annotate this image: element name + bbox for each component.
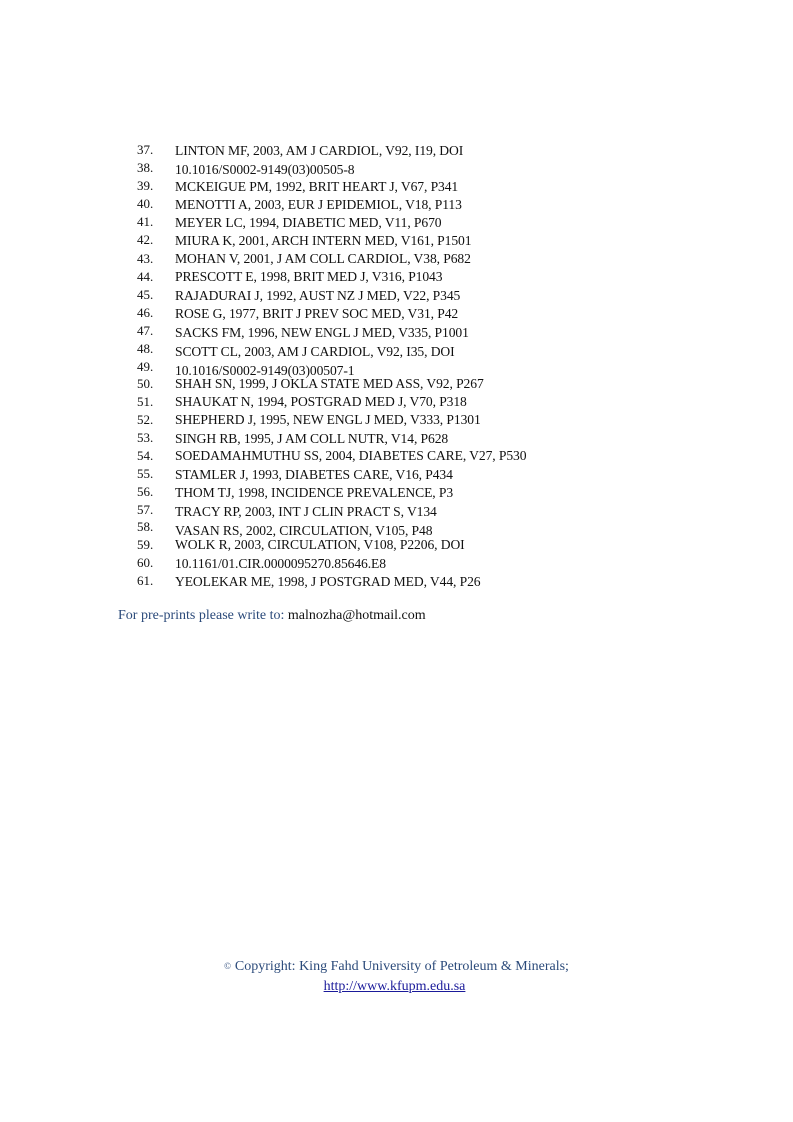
reference-text: 10.1161/01.CIR.0000095270.85646.E8 <box>175 556 386 571</box>
reference-number: 37. <box>137 142 154 157</box>
reference-number: 59. <box>137 537 154 552</box>
reference-text: WOLK R, 2003, CIRCULATION, V108, P2206, DOI <box>175 537 465 552</box>
reference-text: 10.1016/S0002-9149(03)00507-1 <box>175 363 355 378</box>
reference-number: 42. <box>137 232 154 247</box>
reference-number: 40. <box>137 196 154 211</box>
reference-text: THOM TJ, 1998, INCIDENCE PREVALENCE, P3 <box>175 485 454 500</box>
reference-text: MCKEIGUE PM, 1992, BRIT HEART J, V67, P341 <box>175 179 459 194</box>
copyright-symbol: © <box>224 961 231 972</box>
reference-number: 60. <box>137 555 154 570</box>
reference-text: MOHAN V, 2001, J AM COLL CARDIOL, V38, P682 <box>175 251 471 266</box>
reference-text: RAJADURAI J, 1992, AUST NZ J MED, V22, P345 <box>175 288 461 303</box>
contact-email: malnozha@hotmail.com <box>287 608 426 623</box>
reference-number: 39. <box>137 178 154 193</box>
reference-number: 41. <box>137 214 154 229</box>
reference-number: 51. <box>137 394 154 409</box>
reference-text: SHEPHERD J, 1995, NEW ENGL J MED, V333, P1301 <box>175 412 481 427</box>
reference-text: SHAUKAT N, 1994, POSTGRAD MED J, V70, P318 <box>175 394 467 409</box>
reference-text: SACKS FM, 1996, NEW ENGL J MED, V335, P1001 <box>175 325 469 340</box>
preprint-note <box>118 607 426 624</box>
reference-text: PRESCOTT E, 1998, BRIT MED J, V316, P1043 <box>175 269 443 284</box>
reference-number: 44. <box>137 269 154 284</box>
reference-number: 56. <box>137 484 154 499</box>
preprint-label: For pre-prints please write to: <box>118 608 285 623</box>
kfupm-website-link[interactable]: http://www.kfupm.edu.sa <box>323 979 466 995</box>
reference-text: SINGH RB, 1995, J AM COLL NUTR, V14, P628 <box>175 431 449 446</box>
reference-text: SHAH SN, 1999, J OKLA STATE MED ASS, V92, P267 <box>175 376 484 391</box>
reference-number: 48. <box>137 341 154 356</box>
reference-text: 10.1016/S0002-9149(03)00505-8 <box>175 162 355 177</box>
reference-number: 52. <box>137 412 154 427</box>
reference-text: MEYER LC, 1994, DIABETIC MED, V11, P670 <box>175 215 442 230</box>
reference-number: 57. <box>137 502 154 517</box>
copyright-line <box>0 957 793 976</box>
reference-number: 46. <box>137 305 154 320</box>
reference-number: 54. <box>137 448 154 463</box>
copyright-text: Copyright: King Fahd University of Petroleum & Minerals; <box>234 959 569 974</box>
reference-text: TRACY RP, 2003, INT J CLIN PRACT S, V134 <box>175 504 437 519</box>
reference-number: 47. <box>137 323 154 338</box>
reference-number: 61. <box>137 573 154 588</box>
reference-number: 50. <box>137 376 154 391</box>
reference-text: SCOTT CL, 2003, AM J CARDIOL, V92, I35, DOI <box>175 344 455 359</box>
reference-text: MIURA K, 2001, ARCH INTERN MED, V161, P1501 <box>175 233 472 248</box>
reference-text: STAMLER J, 1993, DIABETES CARE, V16, P434 <box>175 467 453 482</box>
reference-number: 58. <box>137 519 154 534</box>
reference-number: 45. <box>137 287 154 302</box>
reference-text: MENOTTI A, 2003, EUR J EPIDEMIOL, V18, P113 <box>175 197 462 212</box>
reference-text: LINTON MF, 2003, AM J CARDIOL, V92, I19, DOI <box>175 143 464 158</box>
reference-text: ROSE G, 1977, BRIT J PREV SOC MED, V31, P42 <box>175 306 459 321</box>
reference-text: VASAN RS, 2002, CIRCULATION, V105, P48 <box>175 523 433 538</box>
reference-number: 49. <box>137 359 154 374</box>
reference-number: 55. <box>137 466 154 481</box>
reference-number: 43. <box>137 251 154 266</box>
copyright-footer <box>0 957 793 996</box>
reference-text: SOEDAMAHMUTHU SS, 2004, DIABETES CARE, V27, P530 <box>175 448 527 463</box>
reference-number: 53. <box>137 430 154 445</box>
reference-text: YEOLEKAR ME, 1998, J POSTGRAD MED, V44, P26 <box>175 574 481 589</box>
reference-number: 38. <box>137 160 154 175</box>
